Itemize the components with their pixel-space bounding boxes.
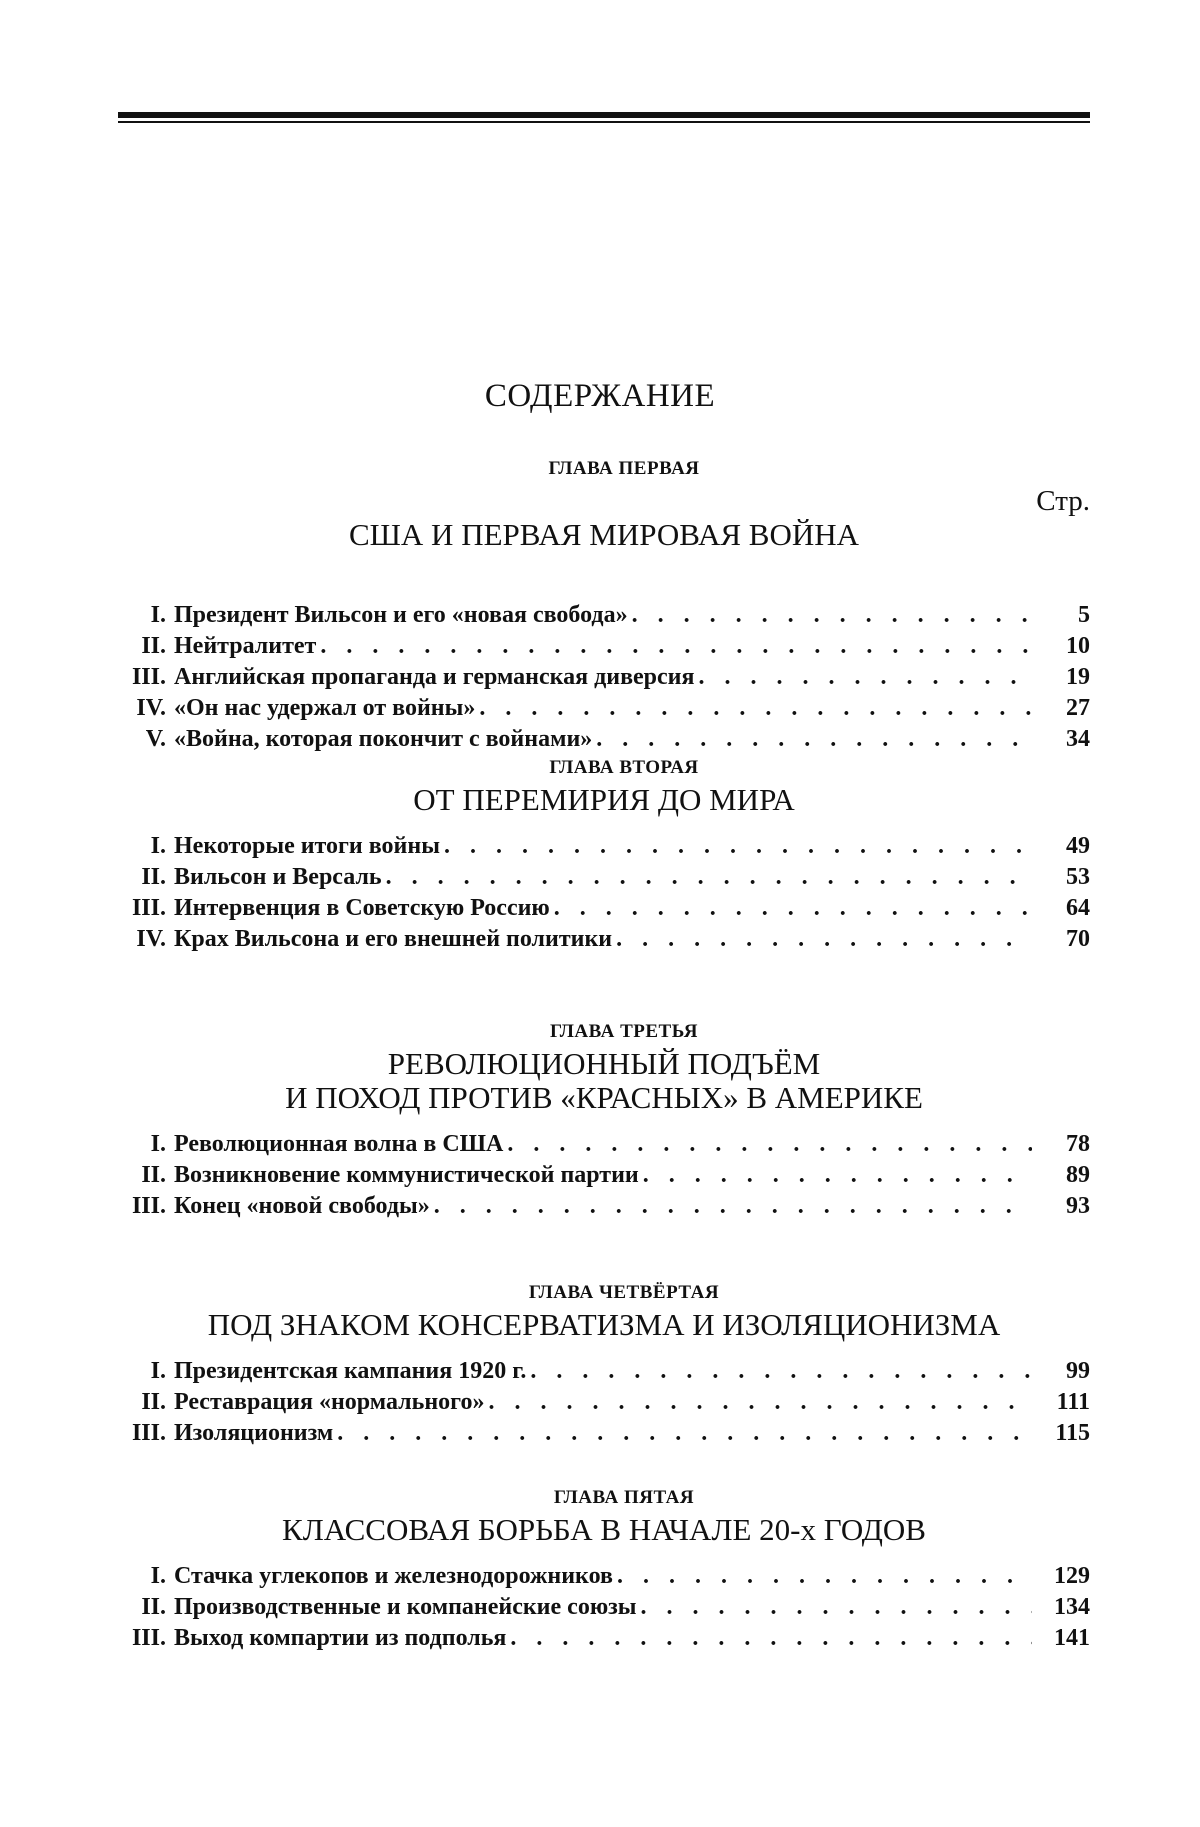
entry-number: III. (131, 664, 166, 690)
toc-entry[interactable] (118, 862, 1090, 893)
page-column-label: Стр. (1036, 485, 1090, 517)
entry-list (118, 831, 1090, 955)
entry-page: 5 (1078, 602, 1090, 628)
entry-list (118, 1129, 1090, 1222)
dot-leader (507, 1129, 1032, 1160)
chapter-1 (118, 454, 1090, 755)
toc-entry[interactable] (118, 1561, 1090, 1592)
entry-list (118, 600, 1090, 755)
dot-leader (643, 1160, 1032, 1191)
entry-title: Возникновение коммунистической партии (174, 1162, 639, 1188)
dot-leader (444, 831, 1032, 862)
entry-number: I. (150, 833, 166, 859)
chapter-title: ПОД ЗНАКОМ КОНСЕРВАТИЗМА И ИЗОЛЯЦИОНИЗМА (207, 1307, 1001, 1342)
entry-title: Президентская кампания 1920 г. (174, 1358, 527, 1384)
entry-title: Нейтралитет (174, 633, 317, 659)
dot-leader (530, 1356, 1032, 1387)
entry-title: Производственные и компанейские союзы (174, 1594, 637, 1620)
chapter-title: ОТ ПЕРЕМИРИЯ ДО МИРА (413, 782, 795, 817)
toc-entry[interactable] (118, 600, 1090, 631)
entry-page: 99 (1066, 1358, 1090, 1384)
dot-leader (479, 693, 1032, 724)
entry-title: Конец «новой свободы» (174, 1193, 430, 1219)
entry-page: 49 (1066, 833, 1090, 859)
entry-title: Интервенция в Советскую Россию (174, 895, 550, 921)
chapter-label: ГЛАВА ТРЕТЬЯ (550, 1021, 698, 1042)
entry-page: 78 (1066, 1131, 1090, 1157)
entry-title: Изоляционизм (174, 1420, 334, 1446)
dot-leader (488, 1387, 1032, 1418)
toc-entry[interactable] (118, 693, 1090, 724)
dot-leader (596, 724, 1032, 755)
entry-number: II. (141, 1389, 166, 1415)
entry-number: IV. (136, 695, 166, 721)
toc-entry[interactable] (118, 1592, 1090, 1623)
entry-number: II. (141, 633, 166, 659)
entry-page: 89 (1066, 1162, 1090, 1188)
chapter-label: ГЛАВА ПЯТАЯ (553, 1487, 695, 1508)
page-title: СОДЕРЖАНИЕ (484, 378, 716, 414)
entry-title: Английская пропаганда и германская диверсия (174, 664, 695, 690)
dot-leader (510, 1623, 1032, 1654)
entry-list (118, 1356, 1090, 1449)
chapter-label: ГЛАВА ВТОРАЯ (549, 757, 699, 778)
entry-page: 141 (1054, 1625, 1090, 1651)
entry-title: Реставрация «нормального» (174, 1389, 485, 1415)
toc-entry[interactable] (118, 662, 1090, 693)
entry-page: 64 (1066, 895, 1090, 921)
toc-entry[interactable] (118, 1191, 1090, 1222)
toc-entry[interactable] (118, 831, 1090, 862)
entry-number: I. (150, 1358, 166, 1384)
dot-leader (320, 631, 1032, 662)
entry-title: Президент Вильсон и его «новая свобода» (174, 602, 628, 628)
entry-page: 93 (1066, 1193, 1090, 1219)
header-rule (118, 112, 1090, 123)
dot-leader (641, 1592, 1032, 1623)
dot-leader (617, 1561, 1032, 1592)
entry-number: II. (141, 1162, 166, 1188)
chapter-2 (118, 753, 1090, 955)
dot-leader (554, 893, 1032, 924)
toc-entry[interactable] (118, 631, 1090, 662)
toc-entry[interactable] (118, 1356, 1090, 1387)
toc-entry[interactable] (118, 724, 1090, 755)
entry-page: 34 (1066, 726, 1090, 752)
chapter-title (118, 484, 1090, 586)
chapter-title: РЕВОЛЮЦИОННЫЙ ПОДЪЁМ И ПОХОД ПРОТИВ «КРАСНЫХ» В АМЕРИКЕ (285, 1046, 923, 1115)
entry-page: 27 (1066, 695, 1090, 721)
chapter-title-text: США И ПЕРВАЯ МИРОВАЯ ВОЙНА (348, 517, 860, 552)
toc-entry[interactable] (118, 924, 1090, 955)
entry-page: 111 (1056, 1389, 1090, 1415)
entry-title: Крах Вильсона и его внешней политики (174, 926, 613, 952)
toc-entry[interactable] (118, 1387, 1090, 1418)
dot-leader (699, 662, 1033, 693)
toc-entry[interactable] (118, 893, 1090, 924)
entry-page: 70 (1066, 926, 1090, 952)
entry-title: Вильсон и Версаль (174, 864, 382, 890)
toc-entry[interactable] (118, 1160, 1090, 1191)
header-rule-thin (118, 121, 1090, 123)
toc-entry[interactable] (118, 1129, 1090, 1160)
chapter-3 (118, 1017, 1090, 1222)
entry-number: II. (141, 864, 166, 890)
entry-number: IV. (136, 926, 166, 952)
entry-title: «Он нас удержал от войны» (174, 695, 476, 721)
entry-page: 115 (1055, 1420, 1090, 1446)
chapter-label: ГЛАВА ЧЕТВЁРТАЯ (528, 1282, 720, 1303)
dot-leader (632, 600, 1032, 631)
entry-title: Революционная волна в США (174, 1131, 504, 1157)
entry-number: I. (150, 1131, 166, 1157)
entry-list (118, 1561, 1090, 1654)
entry-number: II. (141, 1594, 166, 1620)
entry-title: «Война, которая покончит с войнами» (174, 726, 593, 752)
chapter-5 (118, 1483, 1090, 1654)
chapter-4 (118, 1278, 1090, 1449)
dot-leader (616, 924, 1032, 955)
entry-title: Стачка углекопов и железнодорожников (174, 1563, 613, 1589)
entry-number: I. (150, 602, 166, 628)
entry-number: III. (131, 1193, 166, 1219)
toc-entry[interactable] (118, 1418, 1090, 1449)
entry-title: Некоторые итоги войны (174, 833, 440, 859)
entry-page: 129 (1054, 1563, 1090, 1589)
entry-number: III. (131, 1420, 166, 1446)
entry-page: 53 (1066, 864, 1090, 890)
dot-leader (434, 1191, 1032, 1222)
entry-number: III. (131, 895, 166, 921)
entry-page: 10 (1066, 633, 1090, 659)
entry-page: 134 (1054, 1594, 1090, 1620)
entry-number: III. (131, 1625, 166, 1651)
chapter-label: ГЛАВА ПЕРВАЯ (548, 458, 700, 479)
dot-leader (337, 1418, 1032, 1449)
entry-page: 19 (1066, 664, 1090, 690)
entry-title: Выход компартии из подполья (174, 1625, 507, 1651)
entry-number: V. (145, 726, 166, 752)
entry-number: I. (150, 1563, 166, 1589)
chapter-title: КЛАССОВАЯ БОРЬБА В НАЧАЛЕ 20-х ГОДОВ (282, 1512, 926, 1547)
toc-entry[interactable] (118, 1623, 1090, 1654)
dot-leader (386, 862, 1032, 893)
